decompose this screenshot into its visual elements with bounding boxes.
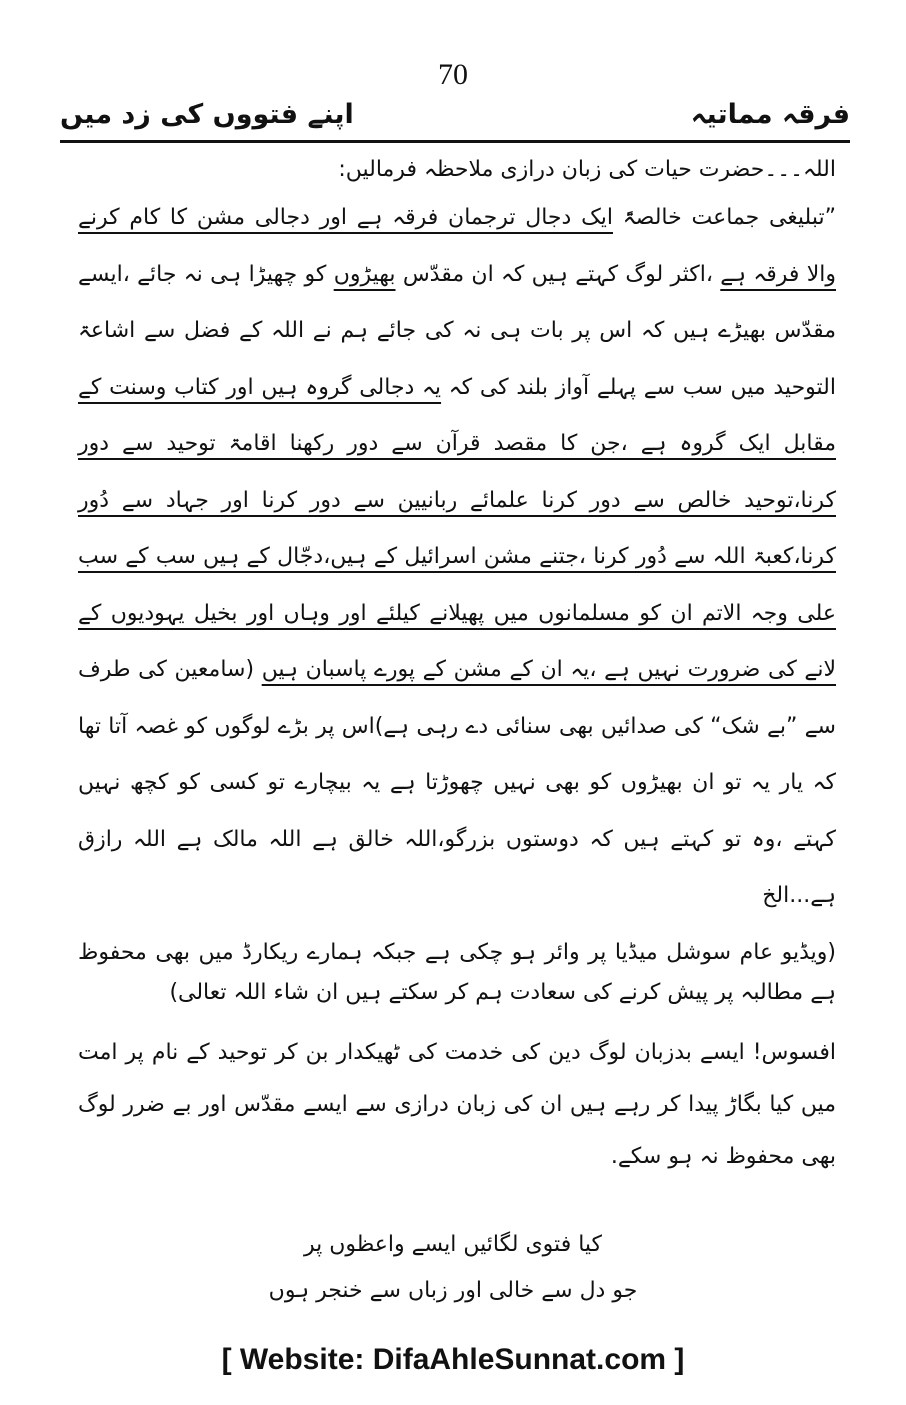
header-rule [60, 140, 850, 143]
body-text [78, 150, 836, 1183]
verse-line-2: جو دل سے خالی اور زباں سے خنجر ہوں [268, 1278, 638, 1303]
quote-text-3: کو چھیڑا ہی نہ جائے ،ایسے مقدّس بھیڑے ہیں کہ اس پر بات ہی نہ کی جائے ہم نے اللہ کے فضل سے اشاعۃ التوحید میں سب سے پہلے آواز بلند کی کہ [78, 261, 836, 400]
video-note: (ویڈیو عام سوشل میڈیا پر وائر ہو چکی ہے جبکہ ہمارے ریکارڈ میں بھی محفوظ ہے مطالبہ پر پیش کرنے کی سعادت ہم کر سکتے ہیں ان شاء اللہ تعالی) [78, 939, 836, 1005]
quoted-passage [78, 190, 836, 925]
book-title: فرقہ مماتیہ [690, 98, 850, 130]
quote-text-1: ”تبلیغی جماعت خالصۃً [613, 205, 836, 230]
lament-paragraph: افسوس! ایسے بدزبان لوگ دین کی خدمت کی ٹھیکدار بن کر توحید کے نام پر امت میں کیا بگاڑ پیدا کر رہے ہیں ان کی زبان درازی سے ایسے مقدّس اور بے ضرر لوگ بھی محفوظ نہ ہو سکے. [78, 1039, 836, 1169]
page-number: 70 [438, 58, 468, 91]
quote-underlined-2: بھیڑوں [333, 261, 396, 287]
quote-underlined-3: یہ دجالی گروہ ہیں اور کتاب وسنت کے مقابل ایک گروہ ہے ،جن کا مقصد قرآن سے دور رکھنا اقامۃ توحید سے دور کرنا،توحید خالص سے دور کرنا علمائے ربانیین سے دور کرنا اور جہاد سے دُور کرنا،کعبۃ اللہ سے دُور کرنا ،جتنے مشن اسرائیل کے ہیں،دجّال کے ہیں سب کے سب علی وجہ الاتم ان کو مسلمانوں میں پھیلانے کیلئے اور وہاں اور بخیل یہودیوں کے لانے کی ضرورت نہیں ہے ،یہ ان کے مشن کے پورے پاسبان ہیں [78, 374, 836, 682]
website-footer: [ Website: DifaAhleSunnat.com ] [221, 1343, 685, 1376]
verse-line-1: کیا فتوی لگائیں ایسے واعظوں پر [303, 1232, 603, 1257]
closing-verse [0, 1222, 906, 1314]
quote-text-4: (سامعین کی طرف سے ”بے شک“ کی صدائیں بھی سنائی دے رہی ہے)اس پر بڑے لوگوں کو غصہ آتا تھا کہ یار یہ تو ان بھیڑوں کو بھی نہیں چھوڑتا ہے یہ بیچارے تو کسی کو کچھ نہیں کہتے ،وہ تو کہتے ہیں کہ دوستوں بزرگو،اللہ خالق ہے اللہ مالک ہے اللہ رازق ہے...الخ [78, 657, 836, 908]
quote-underlined-1: ایک دجال ترجمان فرقہ ہے اور دجالی مشن کا کام کرنے والا فرقہ ہے [78, 205, 836, 287]
running-head [60, 92, 850, 136]
quote-text-2: ،اکثر لوگ کہتے ہیں کہ ان مقدّس [395, 261, 721, 287]
intro-line: اللہ۔۔۔حضرت حیات کی زبان درازی ملاحظہ فرمالیں: [338, 157, 836, 182]
chapter-title: اپنے فتووں کی زد میں [60, 98, 354, 130]
